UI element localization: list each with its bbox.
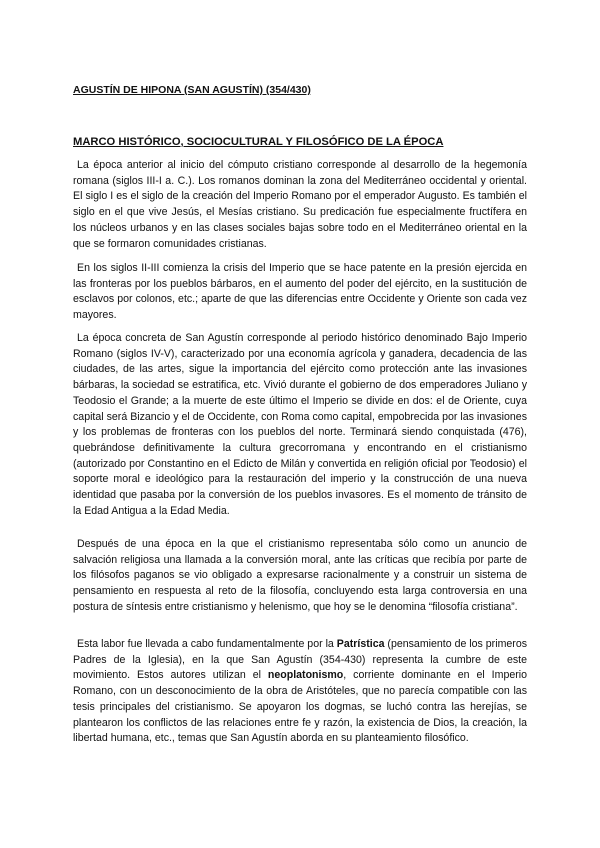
paragraph-3: La época concreta de San Agustín corresponde al periodo histórico denominado Bajo Imperio Romano (siglos IV-V), caracterizado por una economía agrícola y ganadera, decadencia de las ciudades, de las artes, sigue la importancia del ejército como protección ante las invasiones bárbaras, la sociedad se estratifica, etc. Vivió durante el gobierno de dos emperadores Juliano y Teodosio el Grande; a la muerte de este último el Imperio se divide en dos: el de Oriente, cuya capital será Bizancio y el de Occidente, con Roma como capital, empobrecida por las invasiones y los problemas de fronteras con los pueblos del norte. Terminará siendo conquistada (476), quebrándose definitivamente la cultura grecorromana y encontrando en el cristianismo (autorizado por Constantino en el Edicto de Milán y convertida en religión oficial por Teodosio) el soporte moral e ideológico para la restauración del imperio y la construcción de una nueva identidad que pasaba por la conversión de los pueblos invasores. Es el momento de tránsito de la Edad Antigua a la Edad Media. bbox=[73, 332, 527, 517]
paragraph-5-text-1: Esta labor fue llevada a cabo fundamentalmente por la bbox=[77, 638, 337, 650]
document-title: AGUSTÍN DE HIPONA (SAN AGUSTÍN) (354/430) bbox=[73, 84, 311, 96]
term-patristica: Patrística bbox=[336, 638, 385, 650]
paragraph-1: La época anterior al inicio del cómputo cristiano corresponde al desarrollo de la hegemonía romana (siglos III-I a. C.). Los romanos dominan la zona del Mediterráneo occidental y oriental. El siglo I es el siglo de la creación del Imperio Romano por el emperador Augusto. Es también el siglo en el que vive Jesús, el Mesías cristiano. Su predicación fue especialmente fructífera en los núcleos urbanos y en las clases sociales bajas sobre todo en el Mediterráneo oriental en la que se formaron comunidades cristianas. bbox=[73, 159, 527, 250]
paragraph-5 bbox=[73, 637, 527, 747]
paragraph-5-text-3: , corriente dominante en el Imperio Romano, con un desconocimiento de la obra de Aristóteles, que no parecía compatible con las tesis principales del cristianismo. Se apoyaron los dogmas, se luchó contra las herejías, se plantearon los conflictos de las relaciones entre fe y razón, la existencia de Dios, la creación, la libertad humana, etc., temas que San Agustín aborda en su planteamiento filosófico. bbox=[73, 669, 528, 745]
paragraph-5-text-2: (pensamiento de los primeros Padres de la Iglesia), en la que San Agustín (354-430) representa la cumbre de este movimiento. Estos autores utilizan el bbox=[73, 638, 528, 682]
term-neoplatonismo: neoplatonismo bbox=[267, 669, 344, 682]
section-heading: MARCO HISTÓRICO, SOCIOCULTURAL Y FILOSÓFICO DE LA ÉPOCA bbox=[73, 136, 444, 148]
paragraph-2: En los siglos II-III comienza la crisis del Imperio que se hace patente en la presión ejercida en las fronteras por los pueblos bárbaros, en el aumento del poder del ejército, en la sustitución de esclavos por colonos, etc.; aparte de que las diferencias entre Occidente y Oriente son cada vez mayores. bbox=[73, 262, 527, 322]
paragraph-4: Después de una época en la que el cristianismo representaba sólo como un anuncio de salvación religiosa una llamada a la conversión moral, ante las críticas que recibía por parte de los filósofos paganos se vio obligado a expresarse racionalmente y a construir un sistema de pensamiento en respuesta al reto de la filosofía, concluyendo esta larga controversia en una postura de síntesis entre cristianismo y helenismo, que hoy se le denomina “filosofía cristiana”. bbox=[73, 538, 527, 613]
